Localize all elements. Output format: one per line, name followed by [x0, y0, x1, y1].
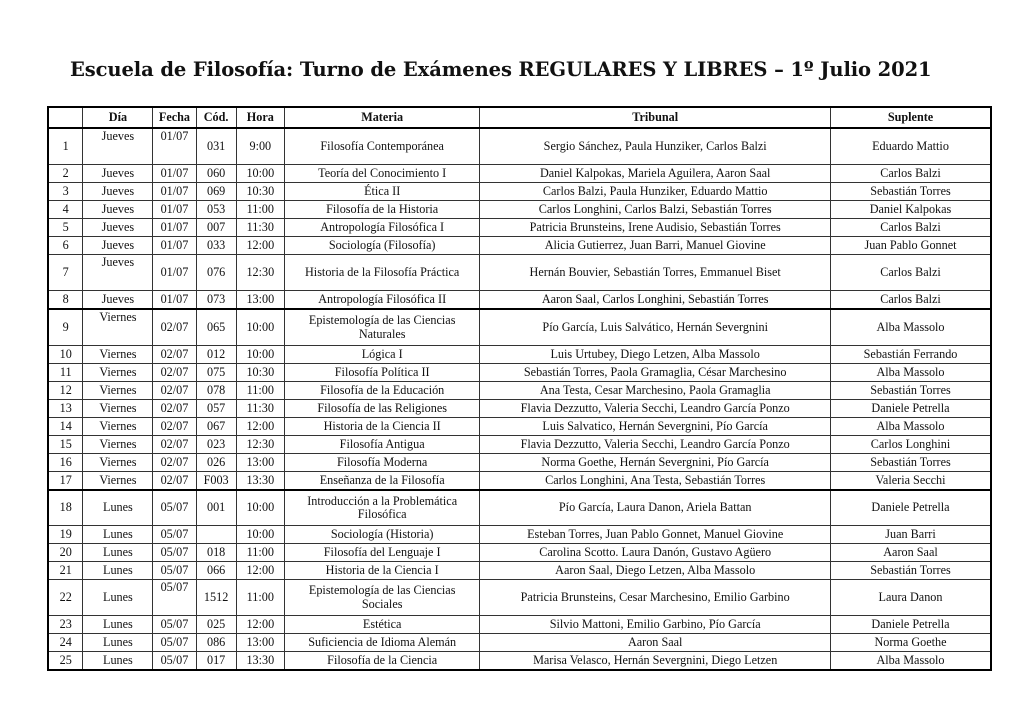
cell-tribunal: Flavia Dezzutto, Valeria Secchi, Leandro García Ponzo: [480, 400, 831, 418]
cell-tribunal: Carlos Longhini, Carlos Balzi, Sebastián Torres: [480, 201, 831, 219]
cell-materia: Sociología (Filosofía): [284, 237, 479, 255]
cell-hora: 12:00: [236, 616, 284, 634]
cell-n: 13: [48, 400, 83, 418]
cell-materia: Lógica I: [284, 346, 479, 364]
cell-dia: Jueves: [83, 291, 153, 310]
table-row: [48, 544, 991, 562]
table-row: [48, 291, 991, 310]
cell-cod: 001: [196, 490, 236, 526]
cell-cod: 031: [196, 128, 236, 165]
cell-materia: Filosofía Antigua: [284, 436, 479, 454]
table-row: [48, 219, 991, 237]
page-title: Escuela de Filosofía: Turno de Exámenes REGULARES Y LIBRES – 1º Julio 2021: [70, 58, 932, 81]
cell-dia: Viernes: [83, 400, 153, 418]
cell-cod: 023: [196, 436, 236, 454]
cell-materia: Filosofía de las Religiones: [284, 400, 479, 418]
cell-materia: Introducción a la Problemática Filosófica: [284, 490, 479, 526]
cell-cod: 078: [196, 382, 236, 400]
cell-tribunal: Daniel Kalpokas, Mariela Aguilera, Aaron Saal: [480, 165, 831, 183]
cell-tribunal: Marisa Velasco, Hernán Severgnini, Diego Letzen: [480, 652, 831, 671]
cell-cod: 057: [196, 400, 236, 418]
cell-fecha: 05/07: [153, 544, 196, 562]
cell-cod: 025: [196, 616, 236, 634]
cell-cod: 066: [196, 562, 236, 580]
header-suplente: Suplente: [831, 107, 991, 128]
cell-materia: Epistemología de las Ciencias Naturales: [284, 309, 479, 346]
cell-hora: 11:30: [236, 219, 284, 237]
cell-n: 14: [48, 418, 83, 436]
table-row: [48, 400, 991, 418]
cell-n: 6: [48, 237, 83, 255]
header-fecha: Fecha: [153, 107, 196, 128]
header-number: [48, 107, 83, 128]
cell-fecha: 01/07: [153, 219, 196, 237]
cell-tribunal: Aaron Saal, Carlos Longhini, Sebastián Torres: [480, 291, 831, 310]
cell-materia: Historia de la Ciencia II: [284, 418, 479, 436]
cell-hora: 13:30: [236, 652, 284, 671]
cell-cod: 067: [196, 418, 236, 436]
cell-n: 5: [48, 219, 83, 237]
cell-materia: Sociología (Historia): [284, 526, 479, 544]
cell-materia: Filosofía Política II: [284, 364, 479, 382]
cell-dia: Jueves: [83, 237, 153, 255]
cell-dia: Viernes: [83, 309, 153, 346]
cell-n: 15: [48, 436, 83, 454]
table-row: [48, 382, 991, 400]
cell-hora: 11:00: [236, 382, 284, 400]
cell-suplente: Alba Massolo: [831, 364, 991, 382]
cell-materia: Filosofía de la Ciencia: [284, 652, 479, 671]
cell-suplente: Carlos Longhini: [831, 436, 991, 454]
header-hora: Hora: [236, 107, 284, 128]
cell-dia: Lunes: [83, 580, 153, 616]
cell-cod: 018: [196, 544, 236, 562]
cell-materia: Filosofía de la Educación: [284, 382, 479, 400]
cell-hora: 10:00: [236, 526, 284, 544]
cell-n: 23: [48, 616, 83, 634]
cell-hora: 10:00: [236, 490, 284, 526]
cell-cod: 012: [196, 346, 236, 364]
cell-hora: 12:30: [236, 255, 284, 291]
cell-suplente: Carlos Balzi: [831, 219, 991, 237]
cell-hora: 10:00: [236, 165, 284, 183]
cell-n: 9: [48, 309, 83, 346]
cell-cod: 076: [196, 255, 236, 291]
cell-dia: Viernes: [83, 346, 153, 364]
cell-n: 24: [48, 634, 83, 652]
cell-tribunal: Luis Urtubey, Diego Letzen, Alba Massolo: [480, 346, 831, 364]
cell-n: 7: [48, 255, 83, 291]
table-row: [48, 165, 991, 183]
table-row: [48, 418, 991, 436]
cell-n: 18: [48, 490, 83, 526]
cell-tribunal: Alicia Gutierrez, Juan Barri, Manuel Giovine: [480, 237, 831, 255]
cell-materia: Estética: [284, 616, 479, 634]
table-row: [48, 490, 991, 526]
cell-fecha: 01/07: [153, 128, 196, 165]
cell-tribunal: Norma Goethe, Hernán Severgnini, Pío García: [480, 454, 831, 472]
cell-n: 11: [48, 364, 83, 382]
table-row: [48, 183, 991, 201]
cell-dia: Lunes: [83, 634, 153, 652]
cell-n: 17: [48, 472, 83, 491]
cell-cod: 073: [196, 291, 236, 310]
cell-suplente: Daniele Petrella: [831, 400, 991, 418]
cell-fecha: 05/07: [153, 562, 196, 580]
cell-fecha: 01/07: [153, 255, 196, 291]
cell-suplente: Daniele Petrella: [831, 616, 991, 634]
cell-fecha: 01/07: [153, 165, 196, 183]
cell-tribunal: Carlos Balzi, Paula Hunziker, Eduardo Mattio: [480, 183, 831, 201]
cell-fecha: 02/07: [153, 346, 196, 364]
cell-n: 20: [48, 544, 83, 562]
cell-dia: Jueves: [83, 165, 153, 183]
cell-suplente: Carlos Balzi: [831, 165, 991, 183]
table-row: [48, 309, 991, 346]
cell-fecha: 05/07: [153, 652, 196, 671]
cell-hora: 13:00: [236, 454, 284, 472]
cell-materia: Filosofía Contemporánea: [284, 128, 479, 165]
cell-materia: Filosofía Moderna: [284, 454, 479, 472]
cell-n: 3: [48, 183, 83, 201]
table-row: [48, 237, 991, 255]
cell-dia: Lunes: [83, 544, 153, 562]
cell-suplente: Sebastián Torres: [831, 183, 991, 201]
cell-hora: 13:00: [236, 291, 284, 310]
cell-fecha: 02/07: [153, 472, 196, 491]
cell-dia: Jueves: [83, 255, 153, 291]
table-row: [48, 562, 991, 580]
table-row: [48, 201, 991, 219]
cell-cod: 033: [196, 237, 236, 255]
cell-tribunal: Aaron Saal: [480, 634, 831, 652]
cell-dia: Viernes: [83, 418, 153, 436]
cell-materia: Antropología Filosófica I: [284, 219, 479, 237]
cell-dia: Lunes: [83, 490, 153, 526]
cell-n: 21: [48, 562, 83, 580]
table-row: [48, 436, 991, 454]
header-cod: Cód.: [196, 107, 236, 128]
table-row: [48, 616, 991, 634]
cell-cod: 1512: [196, 580, 236, 616]
cell-cod: 060: [196, 165, 236, 183]
cell-suplente: Carlos Balzi: [831, 291, 991, 310]
cell-materia: Enseñanza de la Filosofía: [284, 472, 479, 491]
cell-suplente: Daniel Kalpokas: [831, 201, 991, 219]
cell-n: 25: [48, 652, 83, 671]
cell-dia: Jueves: [83, 219, 153, 237]
cell-hora: 10:00: [236, 346, 284, 364]
cell-hora: 12:00: [236, 562, 284, 580]
cell-materia: Filosofía de la Historia: [284, 201, 479, 219]
exam-schedule-table: [47, 106, 992, 671]
cell-tribunal: Carolina Scotto. Laura Danón, Gustavo Agüero: [480, 544, 831, 562]
cell-fecha: 05/07: [153, 490, 196, 526]
cell-dia: Lunes: [83, 562, 153, 580]
cell-n: 2: [48, 165, 83, 183]
table-row: [48, 652, 991, 671]
cell-fecha: 02/07: [153, 454, 196, 472]
cell-cod: 086: [196, 634, 236, 652]
cell-fecha: 01/07: [153, 237, 196, 255]
cell-suplente: Juan Pablo Gonnet: [831, 237, 991, 255]
cell-fecha: 05/07: [153, 580, 196, 616]
cell-fecha: 01/07: [153, 291, 196, 310]
cell-dia: Jueves: [83, 201, 153, 219]
cell-suplente: Eduardo Mattio: [831, 128, 991, 165]
cell-suplente: Alba Massolo: [831, 309, 991, 346]
cell-n: 22: [48, 580, 83, 616]
table-row: [48, 454, 991, 472]
cell-hora: 13:00: [236, 634, 284, 652]
cell-fecha: 02/07: [153, 382, 196, 400]
cell-tribunal: Pío García, Laura Danon, Ariela Battan: [480, 490, 831, 526]
cell-dia: Viernes: [83, 436, 153, 454]
cell-fecha: 05/07: [153, 634, 196, 652]
cell-tribunal: Carlos Longhini, Ana Testa, Sebastián Torres: [480, 472, 831, 491]
cell-n: 8: [48, 291, 83, 310]
cell-n: 10: [48, 346, 83, 364]
cell-tribunal: Ana Testa, Cesar Marchesino, Paola Gramaglia: [480, 382, 831, 400]
cell-dia: Jueves: [83, 128, 153, 165]
cell-fecha: 01/07: [153, 183, 196, 201]
table-row: [48, 580, 991, 616]
cell-suplente: Laura Danon: [831, 580, 991, 616]
cell-suplente: Valeria Secchi: [831, 472, 991, 491]
cell-materia: Antropología Filosófica II: [284, 291, 479, 310]
cell-materia: Teoría del Conocimiento I: [284, 165, 479, 183]
cell-suplente: Alba Massolo: [831, 652, 991, 671]
cell-dia: Lunes: [83, 652, 153, 671]
cell-fecha: 02/07: [153, 400, 196, 418]
cell-tribunal: Aaron Saal, Diego Letzen, Alba Massolo: [480, 562, 831, 580]
cell-suplente: Sebastián Torres: [831, 382, 991, 400]
cell-fecha: 02/07: [153, 418, 196, 436]
header-materia: Materia: [284, 107, 479, 128]
table-row: [48, 346, 991, 364]
cell-tribunal: Hernán Bouvier, Sebastián Torres, Emmanuel Biset: [480, 255, 831, 291]
cell-tribunal: Patricia Brunsteins, Irene Audisio, Sebastián Torres: [480, 219, 831, 237]
cell-suplente: Sebastián Torres: [831, 454, 991, 472]
header-dia: Día: [83, 107, 153, 128]
table-row: [48, 472, 991, 491]
cell-hora: 11:00: [236, 580, 284, 616]
table-row: [48, 255, 991, 291]
cell-dia: Viernes: [83, 454, 153, 472]
cell-dia: Lunes: [83, 616, 153, 634]
cell-materia: Ética II: [284, 183, 479, 201]
cell-materia: Historia de la Filosofía Práctica: [284, 255, 479, 291]
cell-cod: 026: [196, 454, 236, 472]
cell-fecha: 05/07: [153, 526, 196, 544]
cell-suplente: Sebastián Ferrando: [831, 346, 991, 364]
cell-hora: 11:30: [236, 400, 284, 418]
cell-hora: 10:00: [236, 309, 284, 346]
cell-cod: 017: [196, 652, 236, 671]
table-row: [48, 634, 991, 652]
cell-n: 12: [48, 382, 83, 400]
header-row: [48, 107, 991, 128]
cell-tribunal: Flavia Dezzutto, Valeria Secchi, Leandro García Ponzo: [480, 436, 831, 454]
cell-materia: Suficiencia de Idioma Alemán: [284, 634, 479, 652]
cell-tribunal: Pío García, Luis Salvático, Hernán Severgnini: [480, 309, 831, 346]
cell-fecha: 02/07: [153, 309, 196, 346]
table-row: [48, 128, 991, 165]
cell-hora: 12:00: [236, 237, 284, 255]
cell-suplente: Sebastián Torres: [831, 562, 991, 580]
cell-cod: 065: [196, 309, 236, 346]
cell-hora: 11:00: [236, 201, 284, 219]
cell-hora: 10:30: [236, 364, 284, 382]
cell-hora: 10:30: [236, 183, 284, 201]
cell-tribunal: Sergio Sánchez, Paula Hunziker, Carlos Balzi: [480, 128, 831, 165]
cell-tribunal: Luis Salvatico, Hernán Severgnini, Pío García: [480, 418, 831, 436]
cell-n: 19: [48, 526, 83, 544]
cell-suplente: Alba Massolo: [831, 418, 991, 436]
cell-n: 16: [48, 454, 83, 472]
cell-n: 4: [48, 201, 83, 219]
cell-dia: Jueves: [83, 183, 153, 201]
cell-materia: Epistemología de las Ciencias Sociales: [284, 580, 479, 616]
cell-cod: 069: [196, 183, 236, 201]
cell-materia: Filosofía del Lenguaje I: [284, 544, 479, 562]
cell-tribunal: Sebastián Torres, Paola Gramaglia, César Marchesino: [480, 364, 831, 382]
table-row: [48, 526, 991, 544]
cell-hora: 12:30: [236, 436, 284, 454]
cell-suplente: Juan Barri: [831, 526, 991, 544]
cell-tribunal: Silvio Mattoni, Emilio Garbino, Pío García: [480, 616, 831, 634]
cell-dia: Viernes: [83, 382, 153, 400]
cell-dia: Lunes: [83, 526, 153, 544]
cell-suplente: Daniele Petrella: [831, 490, 991, 526]
cell-suplente: Carlos Balzi: [831, 255, 991, 291]
cell-fecha: 01/07: [153, 201, 196, 219]
cell-cod: 007: [196, 219, 236, 237]
cell-cod: 075: [196, 364, 236, 382]
cell-n: 1: [48, 128, 83, 165]
header-tribunal: Tribunal: [480, 107, 831, 128]
cell-hora: 11:00: [236, 544, 284, 562]
cell-fecha: 05/07: [153, 616, 196, 634]
cell-dia: Viernes: [83, 364, 153, 382]
cell-tribunal: Patricia Brunsteins, Cesar Marchesino, Emilio Garbino: [480, 580, 831, 616]
cell-cod: F003: [196, 472, 236, 491]
cell-suplente: Norma Goethe: [831, 634, 991, 652]
cell-hora: 13:30: [236, 472, 284, 491]
cell-hora: 9:00: [236, 128, 284, 165]
cell-dia: Viernes: [83, 472, 153, 491]
cell-cod: [196, 526, 236, 544]
cell-cod: 053: [196, 201, 236, 219]
cell-suplente: Aaron Saal: [831, 544, 991, 562]
table-row: [48, 364, 991, 382]
cell-hora: 12:00: [236, 418, 284, 436]
cell-tribunal: Esteban Torres, Juan Pablo Gonnet, Manuel Giovine: [480, 526, 831, 544]
cell-materia: Historia de la Ciencia I: [284, 562, 479, 580]
cell-fecha: 02/07: [153, 436, 196, 454]
cell-fecha: 02/07: [153, 364, 196, 382]
